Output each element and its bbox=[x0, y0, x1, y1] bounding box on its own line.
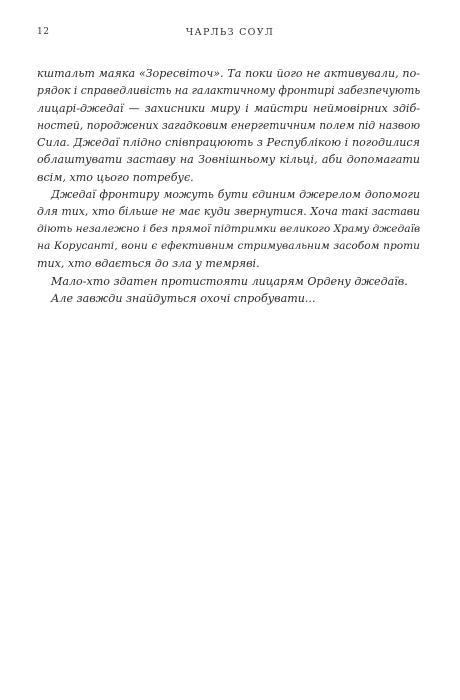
text-line: діють незалежно і без прямої підтримки великого Храму джедаїв bbox=[37, 222, 421, 235]
running-header bbox=[37, 27, 423, 43]
body-text bbox=[37, 65, 420, 307]
text-line: на Корусанті, вони є ефективним стримувальним засобом проти bbox=[37, 239, 420, 252]
text-line: кштальт маяка «Зоресвіточ». Та поки його не активували, по- bbox=[37, 67, 420, 80]
text-line: Але завжди знайдуться охочі спробувати... bbox=[51, 291, 316, 305]
text-line: Сила. Джедаї плідно співпрацюють з Республікою і погодилися bbox=[37, 136, 420, 150]
paragraph-1 bbox=[37, 65, 420, 186]
text-line: лицарі-джедаї — захисники миру і майстри неймовірних здіб- bbox=[37, 101, 420, 115]
paragraph-2 bbox=[37, 186, 420, 272]
paragraph-4 bbox=[37, 290, 420, 307]
paragraph-3 bbox=[37, 273, 420, 290]
text-line: тих, хто вдається до зла у темряві. bbox=[37, 257, 260, 271]
text-line: облаштувати заставу на Зовнішньому кільці, аби допомагати bbox=[37, 153, 420, 167]
text-line: всім, хто цього потребує. bbox=[37, 170, 194, 184]
text-line: для тих, хто більше не має куди звернутися. Хоча такі застави bbox=[37, 205, 420, 219]
text-line: рядок і справедливість на галактичному фронтирі забезпечують bbox=[37, 84, 421, 98]
text-line: ностей, породжених загадковим енергетичним полем під назвою bbox=[37, 118, 420, 132]
page-number: 12 bbox=[37, 27, 50, 37]
text-line: Джедаї фронтиру можуть бути єдиним джерелом допомоги bbox=[51, 188, 420, 202]
text-line: Мало-хто здатен протистояти лицарям Ордену джедаїв. bbox=[51, 274, 408, 288]
running-title: ЧАРЛЬЗ СОУЛ bbox=[185, 27, 275, 38]
